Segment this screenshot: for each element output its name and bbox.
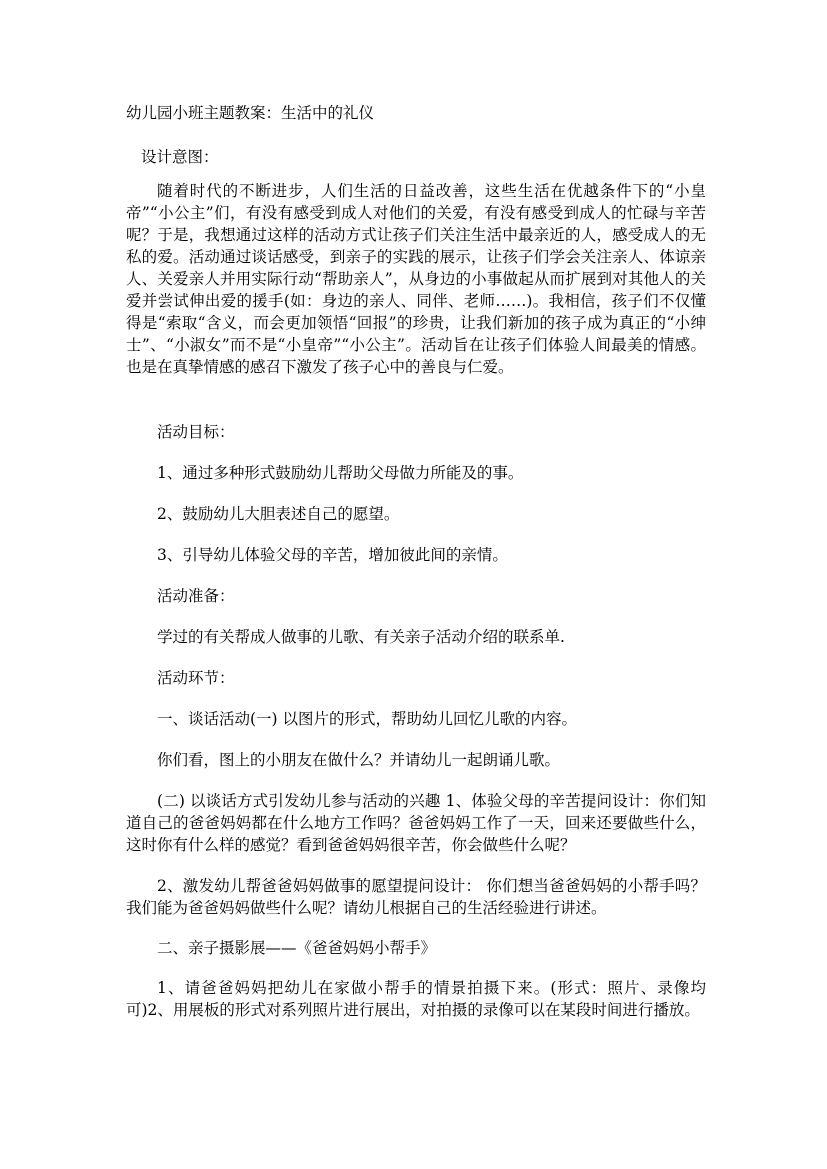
step-2-body: 1、请爸爸妈妈把幼儿在家做小帮手的情景拍摄下来。(形式：照片、录像均可)2、用展板的形式对系列照片进行展出，对拍摄的录像可以在某段时间进行播放。 (126, 979, 706, 1019)
prep-heading: 活动准备： (157, 587, 235, 605)
step-1b: (二) 以谈话方式引发幼儿参与活动的兴趣 1、体验父母的辛苦提问设计：你们知道自己的爸爸妈妈都在什么地方工作吗？爸爸妈妈工作了一天，回来还要做些什么，这时你有什么样的感觉？看到爸爸妈妈很辛苦，你会做些什么呢？ (126, 792, 706, 854)
design-heading: 设计意图： (141, 148, 219, 166)
design-body: 随着时代的不断进步，人们生活的日益改善，这些生活在优越条件下的“小皇帝”“小公主”们，有没有感受到成人对他们的关爱，有没有感受到成人的忙碌与辛苦呢？于是，我想通过这样的活动方式让孩子们关注生活中最亲近的人，感受成人的无私的爱。活动通过谈话感受，到亲子的实践的展示，让孩子们学会关注亲人、体谅亲人、关爱亲人并用实际行动“帮助亲人”，从身边的小事做起从而扩展到对其他人的关爱并尝试伸出爱的援手(如：身边的亲人、同伴、老师……)。我相信，孩子们不仅懂得是“索取“含义，而会更加领悟“回报”的珍贵，让我们新加的孩子成为真正的“小绅士”、“小淑女”而不是“小皇帝”“小公主”。活动旨在让孩子们体验人间最美的情感。也是在真挚情感的感召下激发了孩子心中的善良与仁爱。 (126, 182, 706, 376)
goal-item-3: 3、引导幼儿体验父母的辛苦，增加彼此间的亲情。 (157, 546, 508, 564)
step-2: 二、亲子摄影展——《爸爸妈妈小帮手》 (157, 939, 437, 957)
goal-item-1: 1、通过多种形式鼓励幼儿帮助父母做力所能及的事。 (157, 464, 524, 482)
goals-heading: 活动目标： (157, 423, 235, 441)
document-title: 幼儿园小班主题教案：生活中的礼仪 (126, 104, 375, 122)
goal-item-2: 2、鼓励幼儿大胆表述自己的愿望。 (157, 505, 400, 523)
step-1: 一、谈话活动(一) 以图片的形式，帮助幼儿回忆儿歌的内容。 (157, 710, 578, 728)
prep-body: 学过的有关帮成人做事的儿歌、有关亲子活动介绍的联系单. (157, 628, 565, 646)
step-1-body: 你们看，图上的小朋友在做什么？并请幼儿一起朗诵儿歌。 (157, 751, 561, 769)
step-1c: 2、激发幼儿帮爸爸妈妈做事的愿望提问设计： 你们想当爸爸妈妈的小帮手吗？我们能为爸爸妈妈做些什么呢？请幼儿根据自己的生活经验进行讲述。 (126, 877, 706, 917)
steps-heading: 活动环节： (157, 669, 235, 687)
